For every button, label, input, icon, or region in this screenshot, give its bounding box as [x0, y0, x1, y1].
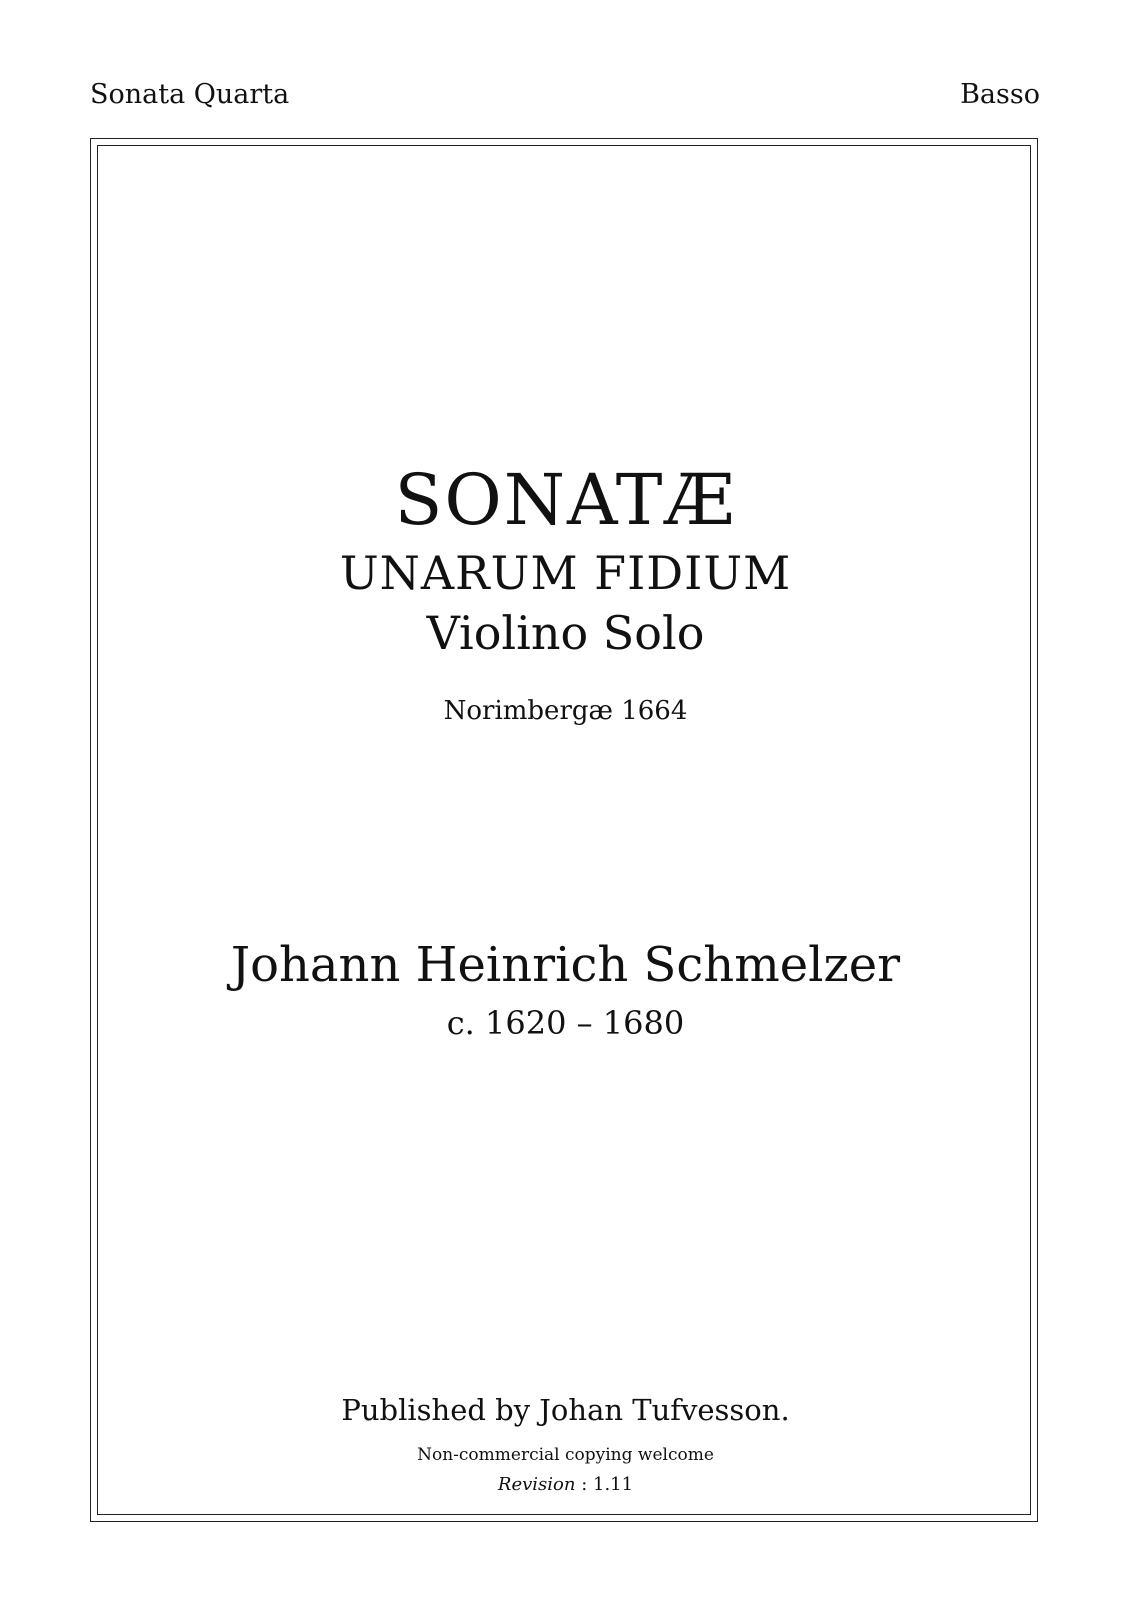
header-part-name: Basso — [960, 79, 1040, 110]
publication-place-date: Norimbergæ 1664 — [443, 696, 688, 726]
header-sonata-name: Sonata Quarta — [90, 79, 290, 110]
composer-lifespan: c. 1620 – 1680 — [446, 1004, 685, 1042]
composer-name: Johann Heinrich Schmelzer — [230, 937, 901, 993]
revision-value: : 1.11 — [575, 1474, 634, 1495]
title-page-frame — [90, 138, 1038, 1522]
revision-line — [0, 1474, 1131, 1496]
copying-notice: Non-commercial copying welcome — [417, 1445, 714, 1465]
title-page-inner-frame — [97, 145, 1031, 1515]
revision-label: Revision — [497, 1474, 576, 1495]
main-title: SONATÆ — [394, 459, 737, 541]
subtitle-violino-solo: Violino Solo — [426, 606, 705, 660]
publisher-line: Published by Johan Tufvesson. — [341, 1393, 790, 1427]
subtitle-unarum-fidium: UNARUM FIDIUM — [339, 546, 792, 600]
